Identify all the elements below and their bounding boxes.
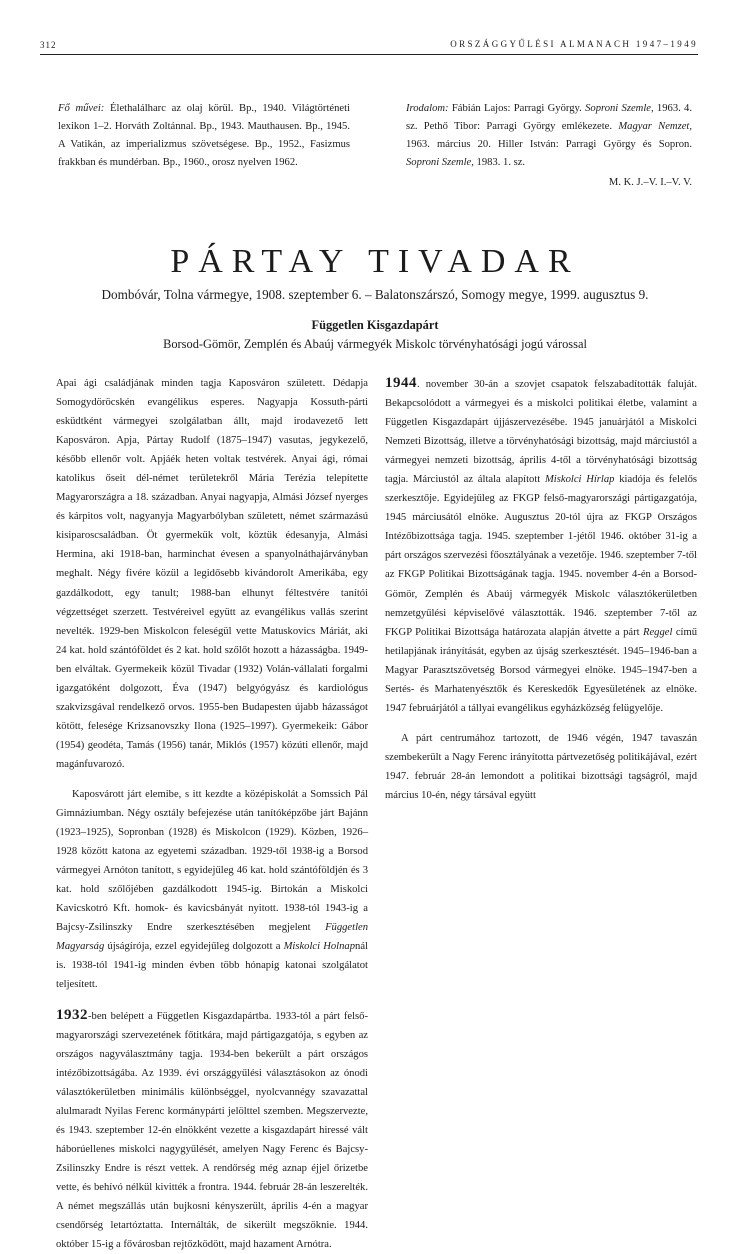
page-number: 312 (40, 40, 57, 50)
paragraph-1932 (56, 1006, 368, 1254)
header-rule (40, 54, 698, 55)
body-column-left (56, 374, 368, 1254)
education-text: újságírója, ezzel egyidejűleg dolgozott a (107, 941, 280, 952)
prev-entry-works (58, 100, 350, 172)
literature-item: 1963. március 20. Hiller István: Parragi György és Sopron. (406, 139, 692, 150)
birth-death-line: Dombóvár, Tolna vármegye, 1908. szeptember 6. – Balatonszárszó, Somogy megye, 1999. augusztus 9. (0, 287, 750, 303)
literature-item: Fábián Lajos: Parragi György. (452, 103, 582, 114)
prev-entry-literature (406, 100, 692, 192)
education-text: nál is. 1938-tól 1941-ig minden évben több hónapig katonai szolgálatot teljesített. (56, 941, 368, 990)
literature-item: 1983. 1. sz. (477, 157, 526, 168)
paragraph-party-conflict: A párt centrumához tartozott, de 1946 végén, 1947 tavaszán szembekerült a Nagy Ferenc irányította pártvezetőség politikájával, ezért 1947. február 28-án lemondott a politikai bizottsági tagságról, majd március 10-én, négy társával együtt (385, 729, 697, 805)
year-initial: 1932 (56, 1007, 88, 1023)
literature-source: Soproni Szemle, (406, 157, 474, 168)
works-text: Élethalálharc az olaj körül. Bp., 1940. Világtörténeti lexikon 1–2. Horváth Zoltánnal. Bp., 1943. Mauthausen. Bp., 1945. A Vatikán, az imperializmus szövetségese. Bp., 1952., Fasizmus frakkban és mundérban. Bp., 1960., orosz nyelven 1962. (58, 103, 350, 168)
education-text: Kaposvárott járt elemibe, s itt kezdte a középiskolát a Somssich Pál Gimnáziumban. Négy osztály befejezése után tanítóképzőbe járt Bajánn (1923–1925), Sopronban (1928) és Miskolcon (1929). Közben, 1926–1928 között katona az egyetemi században. 1929-től 1938-ig a Borsod vármegyei Arnóton tanított, s egyidejűleg 46 kat. hold szántóföldjén és 3 kat. hold szőlőjében gazdálkodott 1945-ig. Birtokán a Miskolci Kavicskotró Kft. homok- és kavicsbányát nyitott. 1938-tól 1943-ig a Bajcsy-Zsilinszky Endre szerkesztésében megjelent (56, 789, 368, 933)
works-label: Fő művei: (58, 103, 104, 114)
constituency: Borsod-Gömör, Zemplén és Abaúj vármegyék Miskolc törvényhatósági jogú várossal (0, 337, 750, 352)
newspaper-title: Független Magyarság (56, 922, 368, 952)
newspaper-title: Miskolci Hírlap (545, 474, 615, 485)
paragraph-1944 (385, 374, 697, 718)
paragraph-family: Apai ági családjának minden tagja Kaposváron született. Dédapja Somogydöröcskén evangélikus esperes. Nagyapja Kossuth-párti esküdtként vármegyei szolgálatban állt, majd irodavezető lett Kaposváron. Apja, Pártay Rudolf (1875–1947) vasutas, jegykezelő, később ellenőr volt. Apjáék heten voltak testvérek. Anyai ági, római katolikus őseit dél-német területekről Mária Terézia telepítette Magyarországra a 18. században. Anyai nagyapja, Almási József nyerges és kárpitos volt, nagyanyja Magyarbólyban született, német származású kisiparoscsaládban. Öt gyermekük volt, köztük édesanyja, Almási Hermina, aki 1918-ban, harminchat évesen a spanyolnáthajárványban meghalt. Négy fivére közül a legidősebb kivándorolt Amerikába, egy gazdálkodott, egy tanult; 1988-ban elhunyt féltestvére tanítói végzettséget szerzett. Testvéreivel együtt az evangélikus vallás szerint nevelték. 1929-ben Miskolcon feleségül vette Matuskovics Máriát, aki 24 kat. hold szántóföldet és 2 kat. hold szőlőt hozott a házasságba. 1949-ben elváltak. Gyermekeik közül Tivadar (1932) Volán-vállalati forgalmi igazgatóként dolgozott, Éva (1947) belgyógyász és kardiológus szakvizsgával rendelkező orvos. 1955-ben Budapesten újabb házasságot kötött, felesége Krizsanovszky Ilona (1925–1997). Gyermekeik: Gábor (1954) geodéta, Tamás (1956) tanár, Miklós (1957) közúti ellenőr, majd magánfuvarozó. (56, 374, 368, 774)
paragraph-text: -ben belépett a Független Kisgazdapártba. 1933-tól a párt felső-magyarországi szervezetének főtitkára, majd pártigazgatója, s egyben az országos nagyválasztmány tagja. 1934-ben bekerült a párt országos intézőbizottságába. Az 1939. évi országgyűlési választásokon az ónodi választókerületben minimális különbséggel, nyolcvannégy szavazattal alulmaradt Nyilas Ferenc kormánypárti jelölttel szemben. Megszervezte, és 1943. szeptember 12-én elnökként vezette a kisgazdapárt hiressé vált háborúellenes miskolci nagygyűlését, amelyen Nagy Ferenc és Bajcsy-Zsilinszky Endre is részt vettek. A rendőrség még aznap éjjel őrizetbe vette, és behívó nélkül kivitték a frontra. 1944. február 28-án leszerelték. A német megszállás után bujkosni kényszerült, április 4-én a magyar csendőrség letartóztatta. Internálták, de sikerült megszöknie. 1944. október 15-ig a fővárosban rejtőzködött, majd hazament Arnótra. (56, 1011, 368, 1251)
author-signature: M. K. J.–V. I.–V. V. (406, 174, 692, 192)
party-name: Független Kisgazdapárt (0, 318, 750, 333)
body-column-right (385, 374, 697, 805)
literature-item: 1963. 4. sz. Pethő Tibor: Parragi György emlékezete. (406, 103, 692, 132)
literature-label: Irodalom: (406, 103, 449, 114)
newspaper-title: Miskolci Holnap (284, 941, 355, 952)
running-title: ORSZÁGGYŰLÉSI ALMANACH 1947–1949 (450, 39, 698, 49)
year-initial: 1944 (385, 375, 417, 391)
paragraph-text: kiadója és felelős szerkesztője. Egyidejűleg az FKGP felső-magyarországi pártigazgatója, 1945 márciusától elnöke. Augusztus 20-tól újra az FKGP Országos Intézőbizottsága tagja. 1945. szeptember 1-jétől 1946. október 31-ig a párt országos szervezési főosztályának a vezetője. 1946. szeptember 7-től az FKGP Politikai Bizottságának tagja. 1945. november 4-én a Borsod-Gömör, Zemplén és Abaúj vármegyék Miskolc választókerületben nemzetgyűlési képviselővé választották. 1946. szeptember 7-től az FKGP Politikai Bizottsága határozata alapján átvette a párt (385, 474, 697, 637)
entry-name: PÁRTAY TIVADAR (0, 243, 750, 281)
literature-source: Soproni Szemle, (585, 103, 654, 114)
newspaper-title: Reggel (643, 627, 672, 638)
paragraph-education (56, 785, 368, 995)
literature-source: Magyar Nemzet, (618, 121, 692, 132)
paragraph-text: . november 30-án a szovjet csapatok felszabadították faluját. Bekapcsolódott a vármegyei és a miskolci politikai életbe, valamint a Független Kisgazdapárt újjászervezésébe. 1945 januárjától a Miskolci Nemzeti Bizottság, illetve a törvényhatósági bizottság, majd márciustól a vármegyei nemzeti bizottság, április 4-től a törvényhatósági bizottság tagja. Márciustól az általa alapított (385, 379, 697, 485)
paragraph-text: című hetilapjának irányítását, egyben az újság szerkesztését. 1945–1946-ban a Magyar Parasztszövetség Borsod vármegyei elnöke. 1945–1947-ben a Sertés- és Marhatenyésztők és Kereskedők Egyesületének az elnöke. 1947 februárjától a tállyai evangélikus egyházközség felügyelője. (385, 627, 697, 714)
